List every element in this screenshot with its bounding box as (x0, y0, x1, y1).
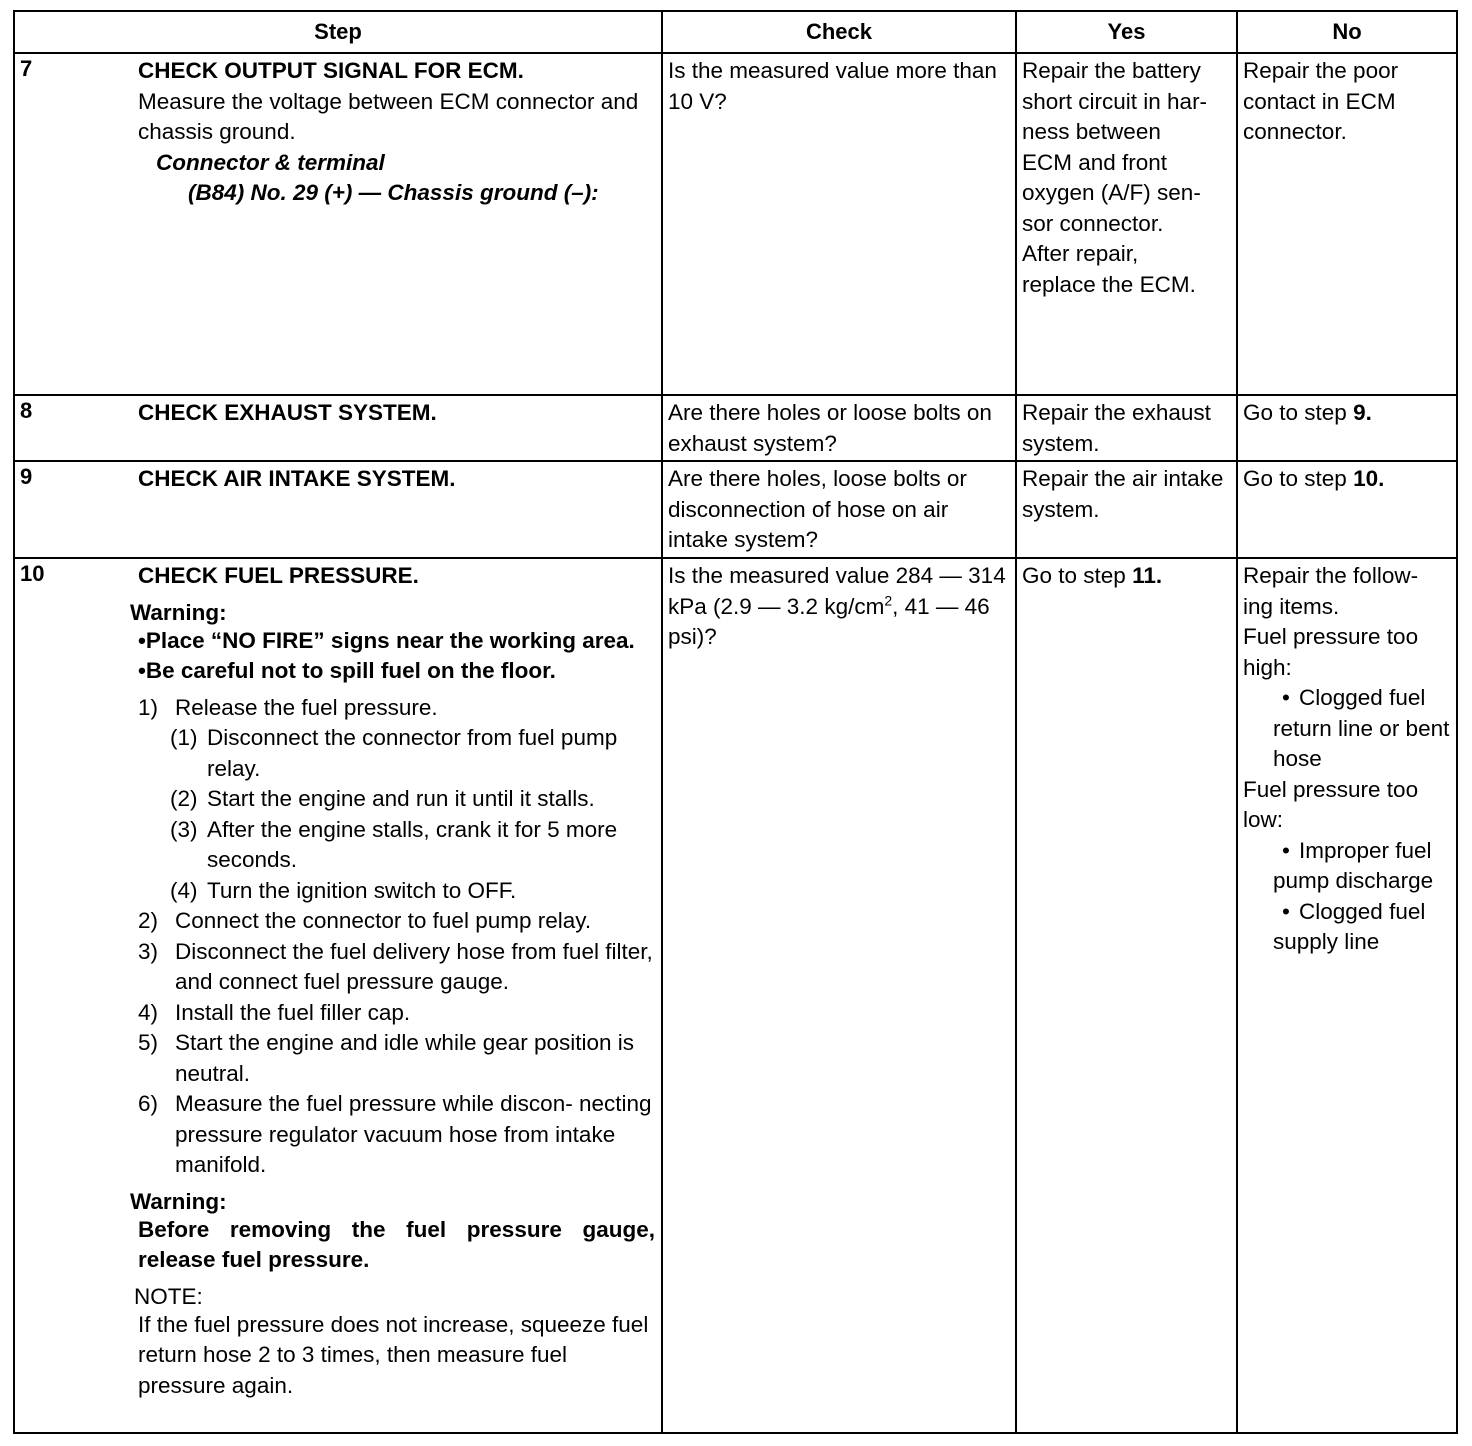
list-item: (2) Start the engine and run it until it stalls. (170, 786, 595, 811)
procedure-list (138, 693, 655, 1181)
yes-line: sor connector. (1022, 210, 1164, 236)
check-text: Is the measured value 284 — 314 kPa (2.9 — 3.2 $kg/cm^2$, 41 — 46 psi)? (668, 563, 1006, 649)
header-yes: Yes (1016, 11, 1237, 53)
warning-text: Before removing the fuel pressure gauge, release fuel pressure. (138, 1216, 655, 1272)
step-title: CHECK AIR INTAKE SYSTEM. (138, 466, 456, 491)
yes-line: replace the ECM. (1022, 271, 1196, 297)
yes-text: Repair the air intake system. (1022, 466, 1224, 522)
goto-step-link: 11. (1132, 563, 1163, 588)
step-text: Measure the voltage between ECM connector and chassis ground. (138, 88, 639, 144)
connector-value: (B84) No. 29 (+) — Chassis ground (–): (188, 180, 599, 205)
yes-text (1017, 54, 1236, 300)
list-item: 1) Release the fuel pressure. (138, 694, 438, 720)
step-number: 8 (20, 398, 33, 423)
header-step: Step (14, 11, 662, 53)
connector-label: Connector & terminal (156, 149, 385, 175)
list-item: • Improper fuel pump discharge (1273, 837, 1434, 893)
warning-item: •Be careful not to spill fuel on the floor. (138, 658, 556, 683)
list-item: 2) Connect the connector to fuel pump relay. (138, 908, 592, 933)
yes-line: oxygen (A/F) sen- (1022, 180, 1201, 205)
check-text: Are there holes, loose bolts or disconnection of hose on air intake system? (668, 466, 967, 552)
bullet-icon: • (1282, 898, 1290, 924)
no-low-label: Fuel pressure too low: (1243, 776, 1419, 832)
list-item: 4) Install the fuel filler cap. (138, 999, 411, 1025)
no-intro: Repair the follow- ing items. (1243, 563, 1419, 619)
step-title: CHECK OUTPUT SIGNAL FOR ECM. (138, 58, 524, 83)
step-title: CHECK FUEL PRESSURE. (138, 563, 419, 588)
header-row (14, 11, 1457, 53)
step-number: 10 (20, 561, 45, 586)
note-label: NOTE: (134, 1283, 203, 1309)
check-text: Are there holes or loose bolts on exhaust system? (668, 400, 992, 456)
no-text: Repair the poor contact in ECM connector. (1243, 58, 1399, 144)
yes-line: ness between (1022, 119, 1161, 144)
step-number: 7 (20, 56, 33, 81)
step-title: CHECK EXHAUST SYSTEM. (138, 400, 437, 425)
list-item: • Clogged fuel return line or bent hose (1273, 685, 1450, 771)
no-text: Go to step 10. (1243, 466, 1385, 491)
bullet-icon: • (1282, 837, 1290, 863)
table-row-step-8 (14, 395, 1457, 461)
list-item: (3) After the engine stalls, crank it for 5 more seconds. (170, 816, 618, 872)
no-text (1238, 559, 1456, 958)
note-text: If the fuel pressure does not increase, squeeze fuel return hose 2 to 3 times, then measure fuel pressure again. (138, 1311, 649, 1398)
yes-line: After repair, (1022, 241, 1139, 266)
warning-item: •Place “NO FIRE” signs near the working area. (138, 627, 635, 653)
check-text: Is the measured value more than 10 V? (668, 58, 997, 114)
diagnostic-table (13, 10, 1458, 1434)
goto-step-link: 9. (1353, 400, 1372, 425)
yes-line: Repair the battery (1022, 58, 1201, 83)
no-text: Go to step 9. (1243, 400, 1372, 425)
yes-text: Go to step 11. (1022, 563, 1163, 588)
list-item: 6) Measure the fuel pressure while discon- necting pressure regulator vacuum hose from intake manifold. (138, 1091, 652, 1177)
yes-line: ECM and front (1022, 149, 1168, 175)
yes-text: Repair the exhaust system. (1022, 400, 1211, 456)
goto-step-link: 10. (1353, 466, 1385, 491)
yes-line: short circuit in har- (1022, 88, 1208, 114)
list-item: 5) Start the engine and idle while gear position is neutral. (138, 1030, 635, 1086)
no-high-label: Fuel pressure too high: (1243, 624, 1419, 680)
bullet-icon: • (1282, 685, 1290, 710)
list-item: (4) Turn the ignition switch to OFF. (170, 877, 517, 903)
step-number: 9 (20, 464, 33, 489)
warning-label: Warning: (130, 599, 227, 625)
warning-label: Warning: (130, 1188, 227, 1214)
list-item: 3) Disconnect the fuel delivery hose from fuel filter, and connect fuel pressure gauge. (138, 938, 653, 994)
table-row-step-10 (14, 558, 1457, 1433)
table-row-step-7 (14, 53, 1457, 395)
header-no: No (1237, 11, 1457, 53)
header-check: Check (662, 11, 1016, 53)
list-item: (1) Disconnect the connector from fuel pump relay. (170, 725, 618, 781)
list-item: • Clogged fuel supply line (1273, 898, 1426, 954)
table-row-step-9 (14, 461, 1457, 558)
